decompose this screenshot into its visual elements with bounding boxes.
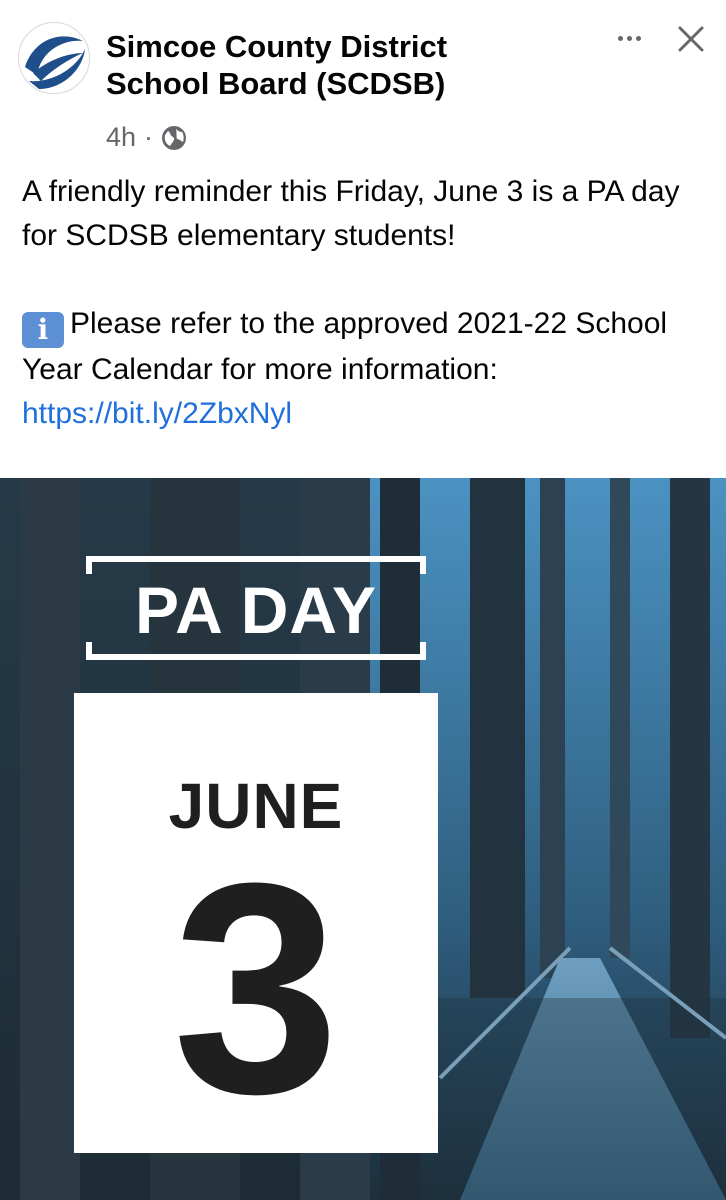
scdsb-logo-icon: [19, 23, 90, 94]
close-button[interactable]: [670, 18, 712, 60]
more-dot: [636, 36, 641, 41]
pa-day-headline: PA DAY: [135, 573, 377, 647]
post-text-paragraph-2: [22, 302, 712, 436]
page-name[interactable]: Simcoe County District School Board (SCDSB): [106, 29, 448, 101]
post-header: [0, 0, 726, 170]
more-options-button[interactable]: [608, 20, 650, 56]
calendar-card: [74, 693, 438, 1156]
more-horizontal-icon: [618, 36, 623, 41]
post-text-paragraph-2-text: Please refer to the approved 2021-22 School Year Calendar for more information:: [22, 307, 668, 386]
post-text-paragraph-1: A friendly reminder this Friday, June 3 is a PA day for SCDSB elementary students!: [22, 175, 680, 252]
close-icon: [670, 18, 712, 60]
page-avatar[interactable]: [18, 22, 90, 94]
calendar-month: JUNE: [168, 770, 344, 842]
post-meta: [106, 122, 187, 153]
paragraph-gap: [22, 258, 712, 302]
meta-separator: ·: [144, 122, 154, 152]
calendar-day: 3: [172, 820, 340, 1156]
information-emoji-icon: i: [22, 312, 64, 348]
post-time[interactable]: 4h: [106, 122, 137, 152]
calendar-link[interactable]: https://bit.ly/2ZbxNyl: [22, 397, 293, 430]
more-dot: [627, 36, 632, 41]
post-text: [22, 170, 712, 436]
globe-icon: [161, 125, 187, 151]
